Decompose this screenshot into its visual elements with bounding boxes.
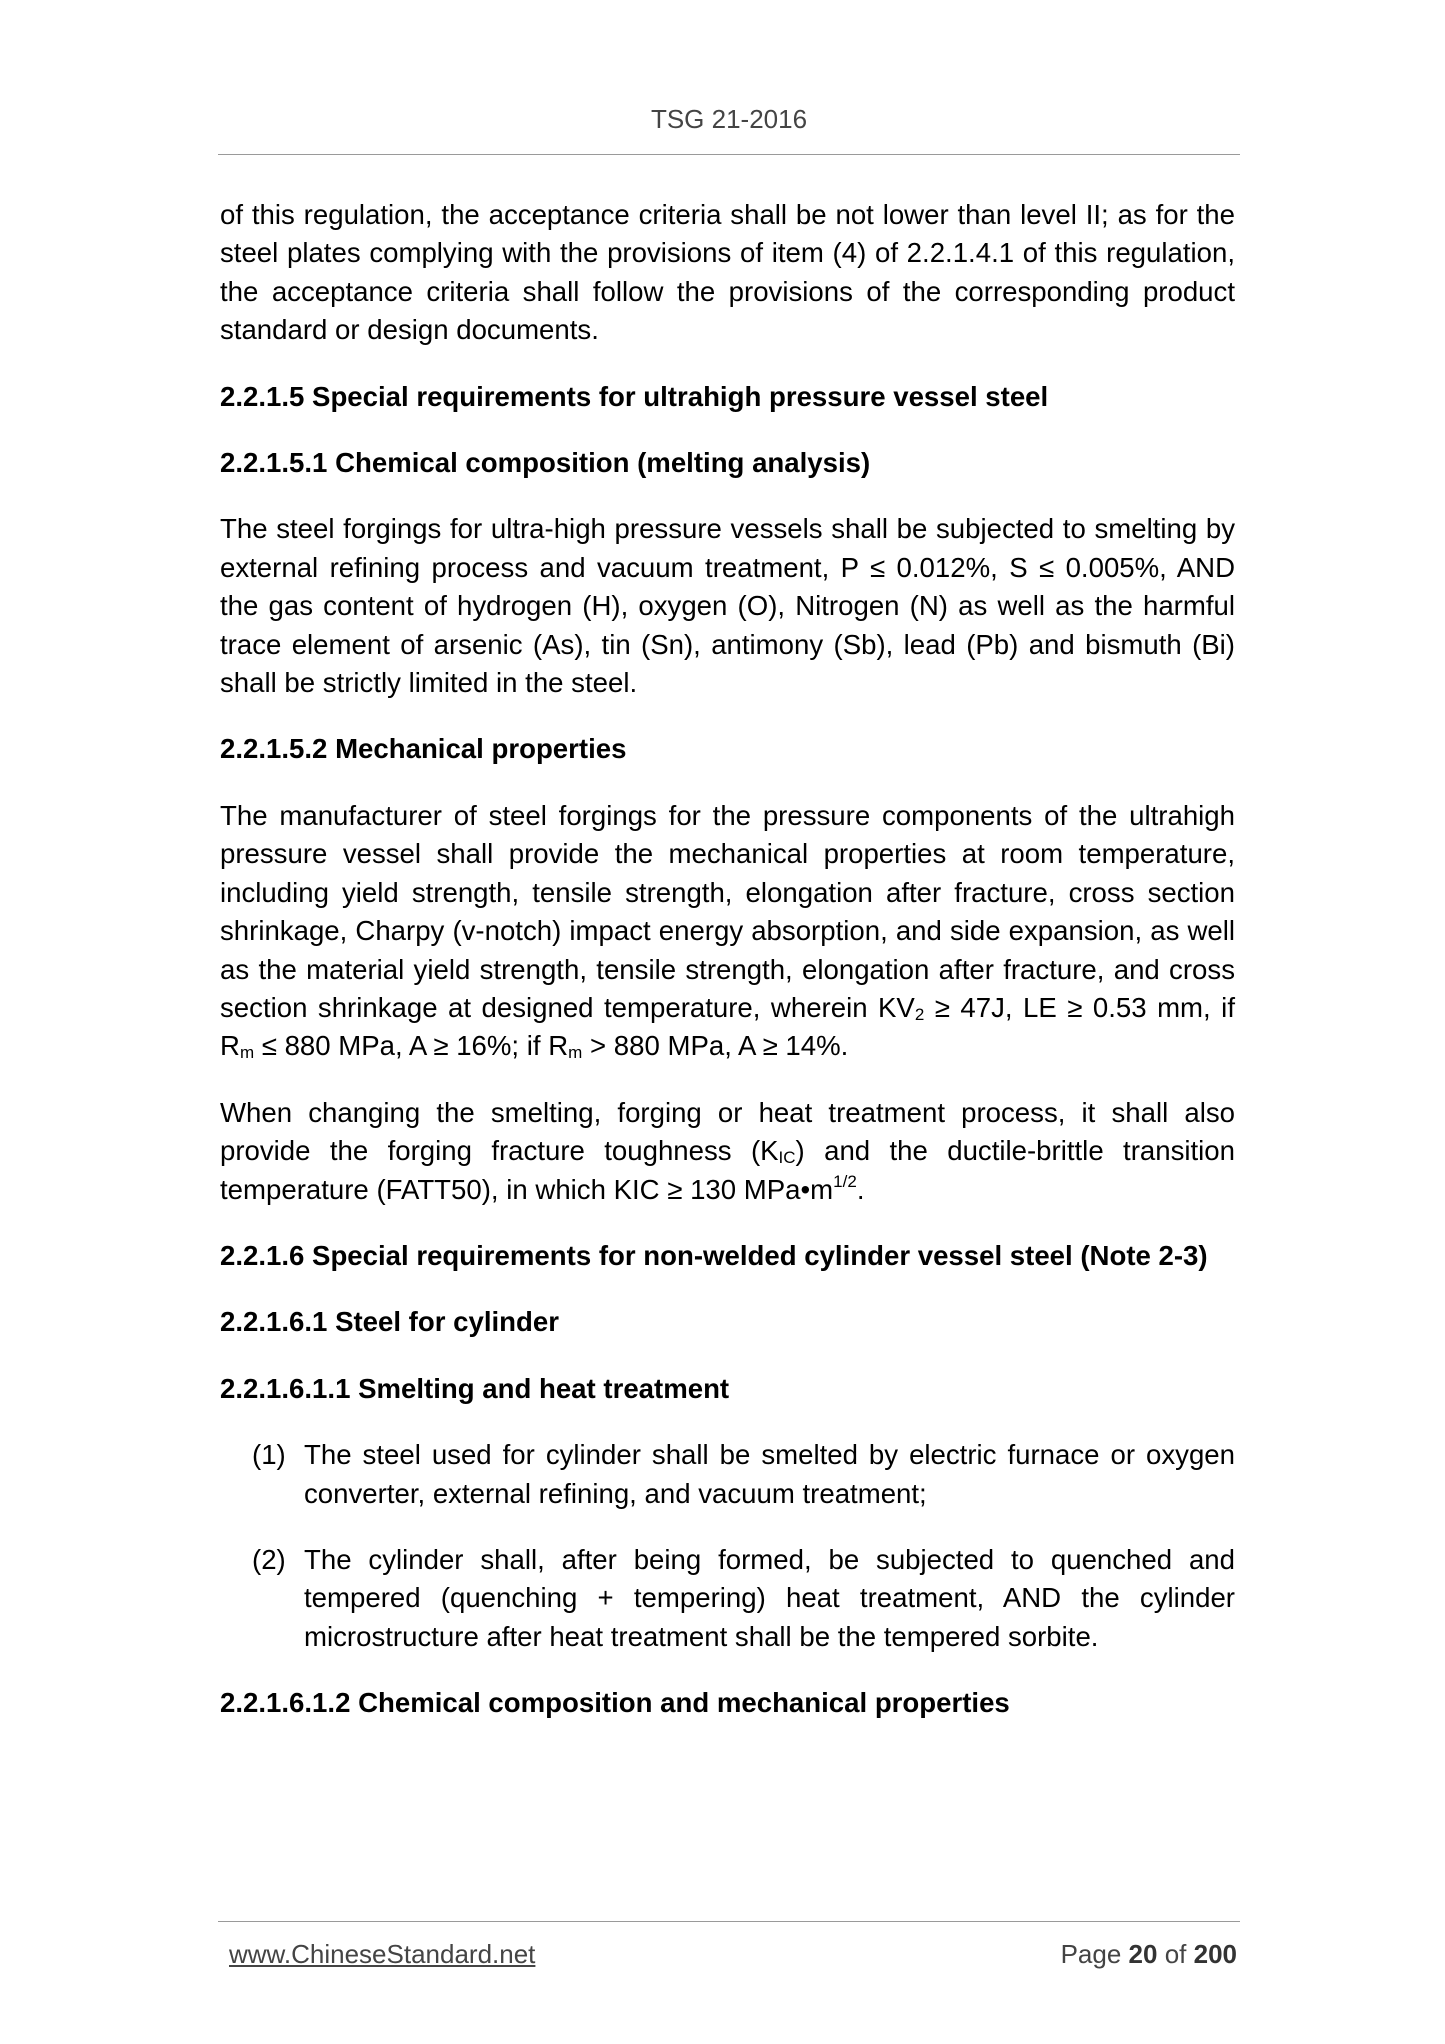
- list-item-text: The steel used for cylinder shall be smelted by electric furnace or oxygen converter, external refining, and vacuum treatment;: [304, 1439, 1235, 1509]
- header-rule: [218, 154, 1240, 155]
- paragraph-mechanical-properties: [220, 797, 1235, 1066]
- page-number: 20: [1128, 1939, 1158, 1969]
- heading-2-2-1-6-1-1: 2.2.1.6.1.1 Smelting and heat treatment: [220, 1372, 730, 1404]
- text-run: The manufacturer of steel forgings for the pressure components of the ultrahigh pressure vessel shall provide the mechanical properties at room temperature, including yield strength, tensile strength, elongation after fracture, cross section shrinkage, Charpy (v-notch) impact energy absorption, and side expansion, as well as the material yield strength, tensile strength, elongation after fracture, and cross section shrinkage at designed temperature, wherein KV: [220, 799, 1235, 1023]
- text-run: ≤ 880 MPa, A ≥ 16%; if R: [254, 1030, 569, 1062]
- list-item-number: (2): [252, 1543, 286, 1575]
- paragraph-chemical-composition: The steel forgings for ultra-high pressure vessels shall be subjected to smelting by external refining process and vacuum treatment, P ≤ 0.012%, S ≤ 0.005%, AND the gas content of hydrogen (H), oxygen (O), Nitrogen (N) as well as the harmful trace element of arsenic (As), tin (Sn), antimony (Sb), lead (Pb) and bismuth (Bi) shall be strictly limited in the steel.: [220, 513, 1235, 699]
- footer-page-indicator: [1061, 1939, 1237, 1970]
- footer-site-link[interactable]: www.ChineseStandard.net: [229, 1939, 536, 1969]
- paragraph-continuation: of this regulation, the acceptance criteria shall be not lower than level II; as for the steel plates complying with the provisions of item (4) of 2.2.1.4.1 of this regulation, the acceptance criteria shall follow the provisions of the corresponding product standard or design documents.: [220, 199, 1235, 346]
- heading-2-2-1-5-1: 2.2.1.5.1 Chemical composition (melting analysis): [220, 447, 871, 479]
- subscript: m: [239, 1043, 255, 1063]
- text-run: When changing the smelting, forging or heat treatment process, it shall also provide the forging fracture toughness (K: [220, 1096, 1235, 1167]
- text-run: > 880 MPa, A ≥ 14%.: [582, 1030, 849, 1062]
- list-item: [252, 1436, 1235, 1513]
- heading-2-2-1-6-1-2: 2.2.1.6.1.2 Chemical composition and mechanical properties: [220, 1687, 1010, 1719]
- list-item-text: The cylinder shall, after being formed, be subjected to quenched and tempered (quenching + tempering) heat treatment, AND the cylinder microstructure after heat treatment shall be the tempered sorbite.: [304, 1543, 1235, 1652]
- superscript: 1/2: [833, 1171, 857, 1191]
- heading-2-2-1-5: 2.2.1.5 Special requirements for ultrahigh pressure vessel steel: [220, 380, 1049, 412]
- page-content: [220, 196, 1235, 1751]
- list-item-number: (1): [252, 1439, 286, 1471]
- header-title: TSG 21-2016: [650, 104, 808, 134]
- footer-rule: [218, 1921, 1240, 1922]
- total-pages: 200: [1193, 1939, 1237, 1969]
- heading-2-2-1-5-2: 2.2.1.5.2 Mechanical properties: [220, 733, 627, 765]
- text-run: ≥ 47J, LE ≥ 0.53 mm, if R: [220, 991, 1235, 1062]
- text-run: .: [856, 1173, 865, 1205]
- heading-2-2-1-6: 2.2.1.6 Special requirements for non-welded cylinder vessel steel (Note 2-3): [220, 1239, 1208, 1271]
- paragraph-fracture-toughness: [220, 1094, 1235, 1209]
- subscript: 2: [914, 1004, 925, 1024]
- heading-2-2-1-6-1: 2.2.1.6.1 Steel for cylinder: [220, 1306, 559, 1338]
- text-run: ) and the ductile-brittle transition temperature (FATT50), in which KIC ≥ 130 MPa•m: [220, 1135, 1235, 1205]
- subscript: m: [568, 1043, 583, 1063]
- subscript: IC: [778, 1148, 796, 1168]
- of-label: of: [1164, 1939, 1187, 1969]
- list-item: [252, 1541, 1235, 1656]
- page-label: Page: [1060, 1939, 1122, 1969]
